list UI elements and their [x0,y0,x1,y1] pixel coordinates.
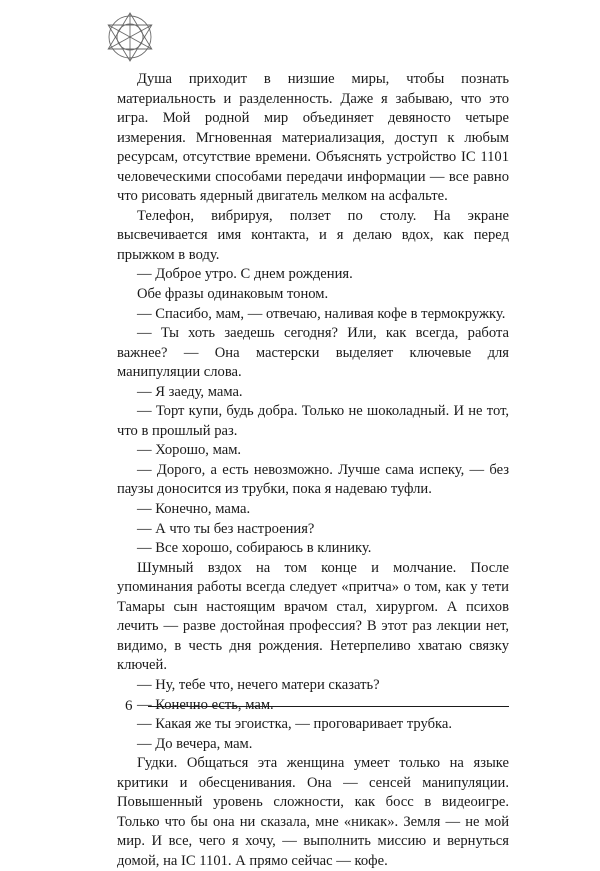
sacred-geometry-emblem-icon [103,10,157,64]
page-number: 6 [125,698,133,714]
page-footer [117,696,509,716]
dialogue-line: — А что ты без настроения? [137,520,315,537]
page-body-text [117,70,509,871]
dialogue-line: — Я заеду, мама. [137,383,243,400]
dialogue-line: — Конечно есть, мам. [137,696,274,713]
dialogue-line: — Торт купи, будь добра. Только не шоколадный. И не тот, что в прошлый раз. [117,403,509,439]
dialogue-line: — Конечно, мама. [137,501,251,518]
dialogue-line: — До вечера, мам. [137,735,253,752]
dialogue-line: — Доброе утро. С днем рождения. [137,266,353,283]
paragraph: Душа приходит в низшие миры, чтобы познать материальность и разделенность. Даже я забываю, что это игра. Мой родной мир объединяет девяносто четыре измерения. Мгновенная материализация, доступ к любым ресурсам, отсутствие времени. Объяснять устройство IC 1101 человеческими способами передачи информации — все равно что рисовать ядерный двигатель мелком на асфальте. [117,71,509,205]
paragraph: Обе фразы одинаковым тоном. [137,286,329,303]
dialogue-line: — Ты хоть заедешь сегодня? Или, как всегда, работа важнее? — Она мастерски выделяет ключевые для манипуляции слова. [117,325,509,381]
paragraph: Гудки. Общаться эта женщина умеет только на языке критики и обесценивания. Она — сенсей манипуляции. Повышенный уровень сложности, как босс в видеоигре. Только что бы она ни сказала, мне «никак». Земля — не мой мир. И все, чего я хочу, — выполнить миссию и вернуться домой, на IC 1101. А прямо сейчас — кофе. [117,755,509,869]
dialogue-line: — Какая же ты эгоистка, — проговаривает трубка. [137,716,453,733]
dialogue-line: — Все хорошо, собираюсь в клинику. [137,540,372,557]
dialogue-line: — Ну, тебе что, нечего матери сказать? [137,676,380,693]
paragraph: Шумный вздох на том конце и молчание. После упоминания работы всегда следует «притча» о том, как у тети Тамары сын настоящим врачом стал, хирургом. А психов лечить — разве достойная профессия? В этот раз лекции нет, видимо, в честь дня рождения. Нетерпеливо хватаю связку ключей. [117,559,509,674]
paragraph: Телефон, вибрируя, ползет по столу. На экране высвечивается имя контакта, и я делаю вдох, как перед прыжком в воду. [117,207,509,263]
footer-rule [148,706,509,707]
dialogue-line: — Спасибо, мам, — отвечаю, наливая кофе в термокружку. [137,305,506,322]
dialogue-line: — Хорошо, мам. [137,442,242,459]
dialogue-line: — Дорого, а есть невозможно. Лучше сама испеку, — без паузы доносится из трубки, пока я надеваю туфли. [117,461,509,498]
